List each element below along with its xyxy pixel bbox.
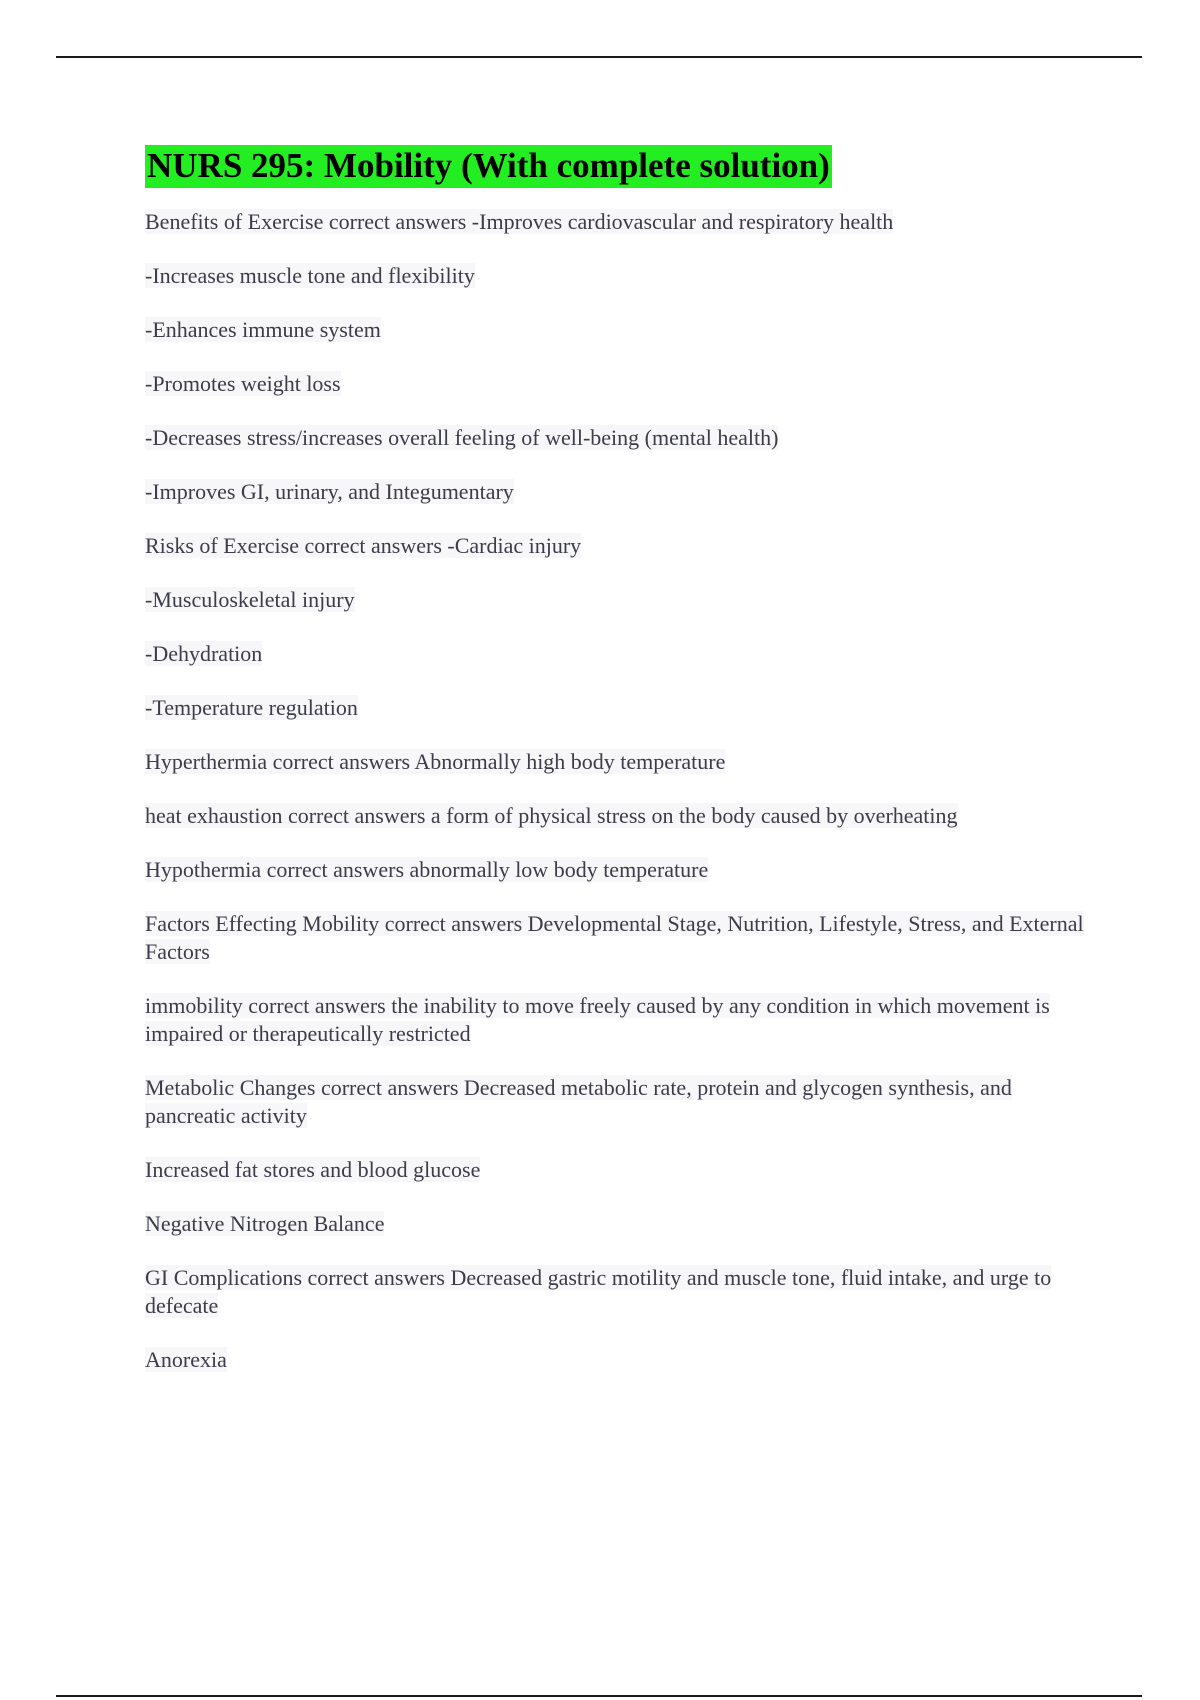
- text-line: Anorexia: [145, 1347, 227, 1372]
- text-line: Increased fat stores and blood glucose: [145, 1157, 481, 1182]
- bottom-rule: [56, 1695, 1142, 1697]
- text-line: -Increases muscle tone and flexibility: [145, 263, 475, 288]
- text-line: -Enhances immune system: [145, 317, 381, 342]
- text-line: GI Complications correct answers Decreased gastric motility and muscle tone, fluid intake, and urge to defecate: [145, 1265, 1052, 1318]
- text-line: heat exhaustion correct answers a form of physical stress on the body caused by overheating: [145, 803, 958, 828]
- text-line: -Dehydration: [145, 641, 263, 666]
- document-title: NURS 295: Mobility (With complete solution): [145, 145, 832, 188]
- text-line: Benefits of Exercise correct answers -Improves cardiovascular and respiratory health: [145, 209, 894, 234]
- text-line: -Promotes weight loss: [145, 371, 341, 396]
- text-line: Metabolic Changes correct answers Decreased metabolic rate, protein and glycogen synthesis, and pancreatic activity: [145, 1075, 1012, 1128]
- document-lines: [145, 208, 1085, 1374]
- text-line: -Musculoskeletal injury: [145, 587, 355, 612]
- text-line: Hypothermia correct answers abnormally low body temperature: [145, 857, 709, 882]
- document-body: [145, 145, 1085, 1400]
- text-line: Risks of Exercise correct answers -Cardiac injury: [145, 533, 582, 558]
- text-line: immobility correct answers the inability to move freely caused by any condition in which movement is impaired or therapeutically restricted: [145, 993, 1050, 1046]
- text-line: -Decreases stress/increases overall feeling of well-being (mental health): [145, 425, 779, 450]
- text-line: Negative Nitrogen Balance: [145, 1211, 385, 1236]
- text-line: -Improves GI, urinary, and Integumentary: [145, 479, 514, 504]
- top-rule: [56, 56, 1142, 58]
- text-line: Factors Effecting Mobility correct answers Developmental Stage, Nutrition, Lifestyle, Stress, and External Factors: [145, 911, 1084, 964]
- text-line: Hyperthermia correct answers Abnormally high body temperature: [145, 749, 726, 774]
- text-line: -Temperature regulation: [145, 695, 358, 720]
